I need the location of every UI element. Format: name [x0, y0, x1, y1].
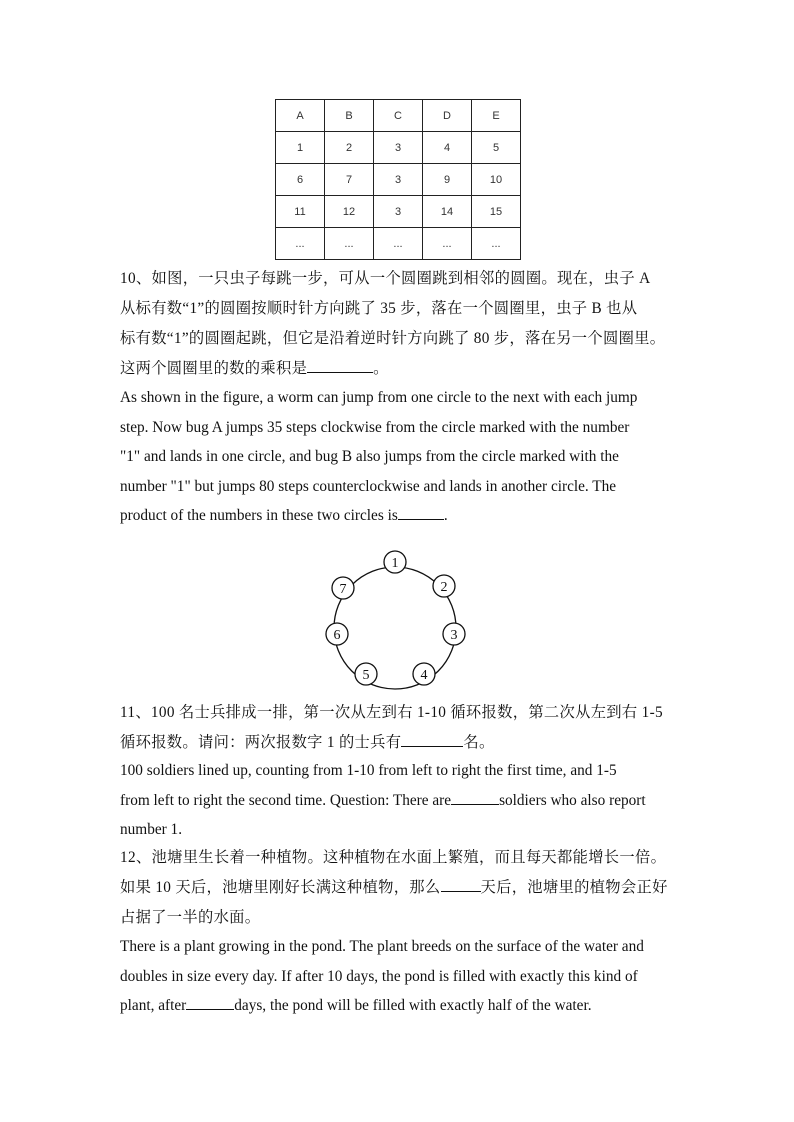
- text-line: 占据了一半的水面。: [120, 909, 261, 926]
- table-cell: ...: [374, 228, 423, 260]
- table-cell: ...: [325, 228, 374, 260]
- table-cell: 6: [276, 164, 325, 196]
- answer-blank[interactable]: [451, 790, 499, 805]
- table-cell: 2: [325, 132, 374, 164]
- circle-node-1: [384, 551, 406, 573]
- table-cell: ...: [472, 228, 521, 260]
- circle-label: 5: [362, 668, 370, 683]
- question-10-english: [120, 383, 676, 531]
- circle-label: 4: [420, 668, 428, 683]
- circle-node-7: [332, 577, 354, 599]
- question-11-chinese: [120, 698, 676, 758]
- question-10-chinese: [120, 264, 676, 384]
- circle-node-6: [326, 623, 348, 645]
- table-cell: 10: [472, 164, 521, 196]
- question-12-english: [120, 932, 676, 1021]
- table-row: [276, 196, 521, 228]
- text-line: [120, 501, 676, 531]
- answer-blank[interactable]: [441, 877, 481, 892]
- table-row: [276, 228, 521, 260]
- text-span: from left to right the second time. Question: There are: [120, 791, 452, 809]
- text-line: 标有数“1”的圆圈起跳，但它是沿着逆时针方向跳了 80 步，落在另一个圆圈里。: [120, 330, 666, 347]
- text-line: As shown in the figure, a worm can jump from one circle to the next with each jump: [120, 389, 638, 406]
- text-span: .: [443, 507, 448, 524]
- table-cell: 15: [472, 196, 521, 228]
- text-span: days, the pond will be filled with exactly half of the water.: [234, 997, 592, 1014]
- table-cell: ...: [276, 228, 325, 260]
- text-span: 名。: [463, 734, 495, 751]
- circle-label: 6: [333, 628, 341, 643]
- text-line: There is a plant growing in the pond. The plant breeds on the surface of the water and: [120, 938, 644, 955]
- text-line: [120, 991, 676, 1021]
- text-span: 。: [373, 360, 389, 377]
- answer-blank[interactable]: [307, 358, 373, 373]
- table-cell: A: [276, 100, 325, 132]
- circle-label: 7: [339, 582, 347, 597]
- text-line: [120, 873, 676, 903]
- text-line: number 1.: [120, 821, 183, 838]
- table-cell: 4: [423, 132, 472, 164]
- text-span: 如果 10 天后，池塘里刚好长满这种植物，那么: [120, 879, 441, 896]
- circle-ring-diagram: [318, 544, 478, 690]
- letter-number-table: [275, 99, 521, 260]
- text-line: doubles in size every day. If after 10 days, the pond is filled with exactly this kind of: [120, 967, 638, 985]
- circle-node-5: [355, 663, 377, 685]
- table-cell: 12: [325, 196, 374, 228]
- text-line: [120, 786, 676, 816]
- circle-label: 1: [391, 556, 399, 571]
- table-cell: 3: [374, 132, 423, 164]
- table-row: [276, 164, 521, 196]
- text-span: 循环报数。请问：两次报数字 1 的士兵有: [120, 734, 402, 751]
- text-line: [120, 728, 676, 758]
- table-cell: 14: [423, 196, 472, 228]
- table-cell: 9: [423, 164, 472, 196]
- circle-label: 2: [440, 580, 448, 595]
- table-cell: D: [423, 100, 472, 132]
- table-row: [276, 100, 521, 132]
- table-cell: 5: [472, 132, 521, 164]
- text-span: 天后，池塘里的植物会正好: [480, 879, 668, 896]
- table-cell: 3: [374, 164, 423, 196]
- table-cell: C: [374, 100, 423, 132]
- text-span: product of the numbers in these two circles is: [120, 507, 398, 524]
- text-line: "1" and lands in one circle, and bug B also jumps from the circle marked with the: [120, 448, 619, 465]
- circle-node-3: [443, 623, 465, 645]
- question-11-english: [120, 756, 676, 845]
- text-span: plant, after: [120, 997, 187, 1014]
- text-line: 100 soldiers lined up, counting from 1-10 from left to right the first time, and 1-5: [120, 762, 617, 779]
- text-line: [120, 354, 676, 384]
- table-cell: E: [472, 100, 521, 132]
- table-cell: B: [325, 100, 374, 132]
- table-cell: ...: [423, 228, 472, 260]
- text-line: 从标有数“1”的圆圈按顺时针方向跳了 35 步，落在一个圆圈里，虫子 B 也从: [120, 300, 638, 317]
- text-line: number "1" but jumps 80 steps counterclockwise and lands in another circle. The: [120, 477, 617, 495]
- table-cell: 3: [374, 196, 423, 228]
- text-span: soldiers who also report: [499, 791, 646, 809]
- table-cell: 7: [325, 164, 374, 196]
- question-12-chinese: [120, 843, 676, 933]
- table-cell: 1: [276, 132, 325, 164]
- answer-blank[interactable]: [401, 732, 463, 747]
- answer-blank[interactable]: [398, 505, 444, 520]
- circle-label: 3: [450, 628, 458, 643]
- answer-blank[interactable]: [186, 995, 234, 1010]
- table-row: [276, 132, 521, 164]
- text-line: 11、100 名士兵排成一排，第一次从左到右 1-10 循环报数，第二次从左到右 1-5: [120, 704, 663, 721]
- text-line: step. Now bug A jumps 35 steps clockwise from the circle marked with the number: [120, 418, 630, 436]
- text-line: 12、池塘里生长着一种植物。这种植物在水面上繁殖，而且每天都能增长一倍。: [120, 849, 667, 866]
- text-span: 这两个圆圈里的数的乘积是: [120, 360, 308, 377]
- text-line: 10、如图，一只虫子每跳一步，可从一个圆圈跳到相邻的圆圈。现在，虫子 A: [120, 270, 651, 287]
- circle-node-4: [413, 663, 435, 685]
- table-cell: 11: [276, 196, 325, 228]
- circle-node-2: [433, 575, 455, 597]
